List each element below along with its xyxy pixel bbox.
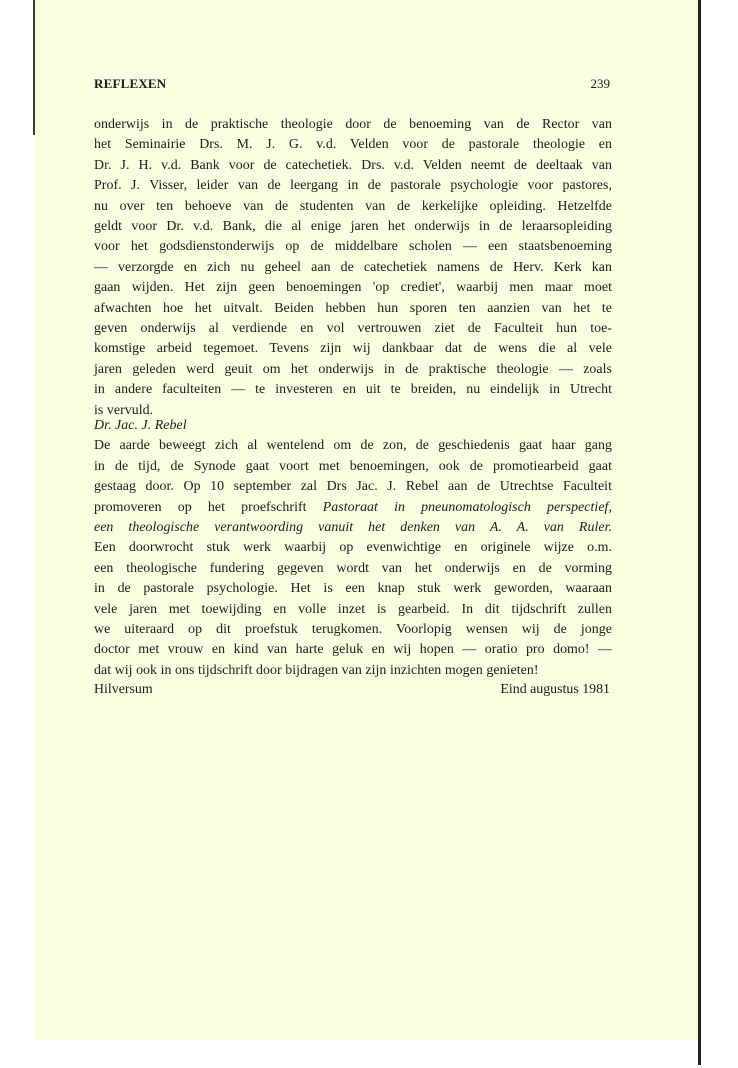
text-line: geven onderwijs al verdiende en vol vertrouwen ziet de Faculteit hun toe- bbox=[94, 321, 612, 337]
dissertation-title-part2: een theologische verantwoording vanuit het denken van bbox=[94, 520, 490, 536]
text-line: jaren geleden werd geuit om het onderwijs in de praktische theologie — zoals bbox=[94, 361, 612, 377]
text-line: onderwijs in de praktische theologie door de benoeming van de Rector van bbox=[94, 117, 612, 132]
signoff-place: Hilversum bbox=[94, 682, 153, 697]
paragraph-faculty-appointments bbox=[94, 115, 612, 421]
text-line: De aarde beweegt zich al wentelend om de zon, de geschiedenis gaat haar gang bbox=[94, 438, 612, 454]
text-line-with-title bbox=[94, 518, 612, 538]
section-rebel bbox=[94, 416, 612, 681]
running-head bbox=[94, 76, 610, 92]
text-line: gestaag door. Op 10 september zal Drs Jac. J. Rebel aan de Utrechtse Faculteit bbox=[94, 479, 612, 495]
text-line: in de pastorale psychologie. Het is een knap stuk werk geworden, waaraan bbox=[94, 581, 612, 597]
text-line: Dr. J. H. v.d. Bank voor de catechetiek. Drs. v.d. Velden neemt de deeltaak van bbox=[94, 157, 612, 173]
text-line: in de tijd, de Synode gaat voort met benoemingen, ook de promotiearbeid gaat bbox=[94, 458, 612, 474]
text-line: doctor met vrouw en kind van harte geluk en wij hopen — oratio pro domo! — bbox=[94, 642, 612, 658]
text-line: Een doorwrocht stuk werk waarbij op evenwichtige en originele wijze o.m. bbox=[94, 540, 612, 556]
text-line: gaan wijden. Het zijn geen benoemingen 'op crediet', waarbij men maar moet bbox=[94, 280, 612, 296]
text-line: vele jaren met toewijding en volle inzet is gearbeid. In dit tijdschrift zullen bbox=[94, 601, 612, 617]
scan-edge-left bbox=[33, 0, 35, 135]
signoff-date: Eind augustus 1981 bbox=[500, 682, 610, 697]
text-line: het Seminairie Drs. M. J. G. v.d. Velden voor de pastorale theologie en bbox=[94, 137, 612, 153]
text-line: we uiteraard op dit proefstuk terugkomen. Voorlopig wensen wij de jonge bbox=[94, 622, 612, 638]
text-line: nu over ten behoeve van de studenten van de kerkelijke opleiding. Hetzelfde bbox=[94, 198, 612, 214]
text-line: — verzorgde en zich nu geheel aan de catechetiek namens de Herv. Kerk kan bbox=[94, 259, 612, 275]
text-line: in andere faculteiten — te investeren en uit te breiden, nu eindelijk in Utrecht bbox=[94, 382, 612, 398]
text-line: een theologische fundering gegeven wordt van het onderwijs en de vorming bbox=[94, 560, 612, 576]
text-line: dat wij ook in ons tijdschrift door bijdragen van zijn inzichten mogen genieten! bbox=[94, 662, 539, 678]
title-line-prefix: promoveren op het proefschrift bbox=[94, 499, 323, 515]
text-line: is vervuld. bbox=[94, 402, 154, 418]
scan-edge-right bbox=[698, 0, 701, 1065]
text-line-with-title bbox=[94, 498, 612, 518]
text-line: voor het godsdienstonderwijs op de middelbare scholen — een staatsbenoeming bbox=[94, 239, 612, 255]
text-line: afwachten hoe het uitvalt. Beiden hebben hun sporen ten aanzien van het te bbox=[94, 300, 612, 316]
text-line: komstige arbeid tegemoet. Tevens zijn wij dankbaar dat de wens die al vele bbox=[94, 341, 612, 357]
signoff bbox=[94, 682, 610, 698]
page-number: 239 bbox=[590, 76, 610, 91]
section-heading: Dr. Jac. J. Rebel bbox=[94, 418, 187, 433]
text-line: Prof. J. Visser, leider van de leergang in de pastorale psychologie voor pastores, bbox=[94, 178, 612, 194]
dissertation-title-author: A. A. van Ruler. bbox=[489, 520, 613, 536]
text-line: geldt voor Dr. v.d. Bank, die al enige jaren het onderwijs in de leraarsopleiding bbox=[94, 219, 612, 235]
dissertation-title-part1: Pastoraat in pneunomatologisch perspectief, bbox=[322, 499, 612, 515]
running-head-title: REFLEXEN bbox=[94, 76, 167, 91]
